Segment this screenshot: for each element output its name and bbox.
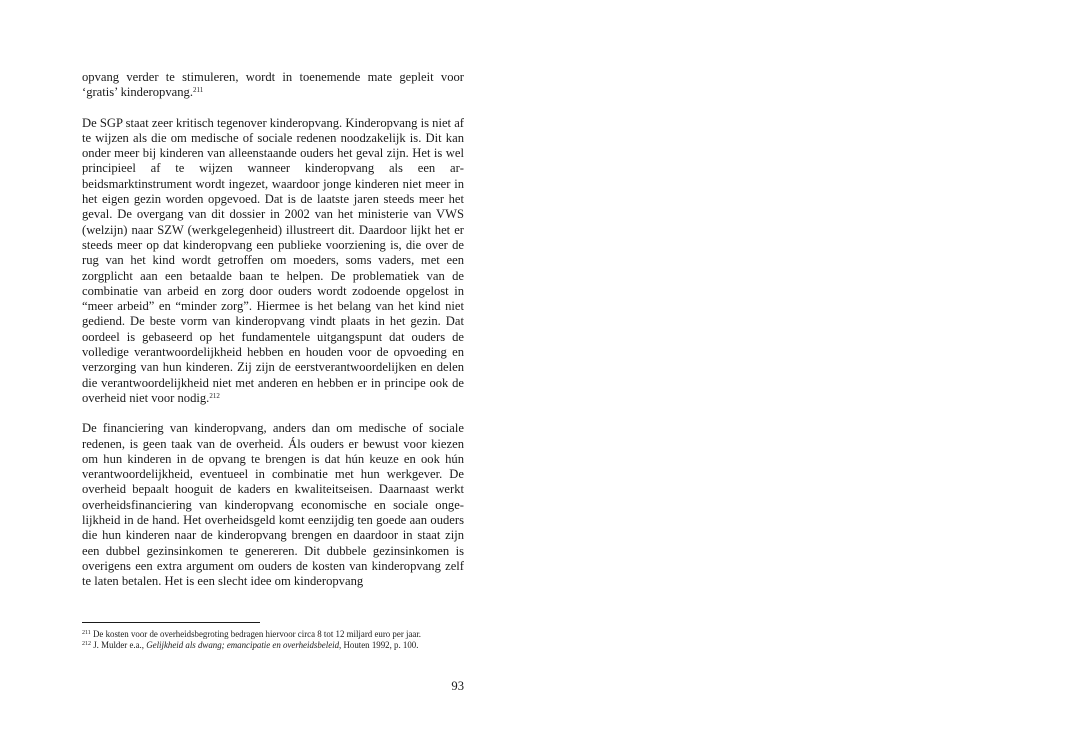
footnotes <box>82 629 464 651</box>
footnote-ref-212: 212 <box>209 391 220 400</box>
footnote-211 <box>82 629 464 640</box>
footnote-212 <box>82 640 464 651</box>
footnote-book-title: Gelijkheid als dwang; emancipatie en overheidsbeleid <box>146 640 340 650</box>
footnote-prefix: J. Mulder e.a., <box>93 640 147 650</box>
footnote-separator <box>82 622 260 623</box>
footnote-suffix: , Houten 1992, p. 100. <box>339 640 419 650</box>
footnote-number: 211 <box>82 630 91 636</box>
footnote-ref-211: 211 <box>192 86 204 95</box>
paragraph-2 <box>82 116 464 407</box>
page-number: 93 <box>451 679 464 693</box>
body-text-column <box>82 70 464 590</box>
footnote-text: De kosten voor de overheidsbegroting bedragen hiervoor circa 8 tot 12 miljard euro per jaar. <box>93 629 422 639</box>
paragraph-1-text: opvang verder te stimuleren, wordt in toenemende mate gepleit voor ‘gratis’ kinderopvang. <box>82 70 464 100</box>
paragraph-2-text: De SGP staat zeer kritisch tegenover kinderopvang. Kinderopvang is niet af te wijzen als die om medische of sociale redenen noodzakelijk is. Dit kan onder meer bij kinderen van alleenstaande ouders het geval zijn. Het is wel principieel af te wijzen wanneer kinderopvang als een arbeidsmarktinstrument wordt ingezet, waardoor jonge kinderen niet meer in het eigen gezin worden opgevoed. Dat is de laatste jaren steeds meer het geval. De overgang van dit dossier in 2002 van het ministerie van VWS (welzijn) naar SZW (werkgelegenheid) illustreert dit. Daardoor lijkt het er steeds meer op dat kinderopvang een publieke voorziening is, die over de rug van het kind wordt getroffen om moeders, soms vaders, met een zorgplicht aan een betaalde baan te helpen. De problematiek van de combinatie van arbeid en zorg door ouders wordt zodoende opgelost in “meer arbeid” en “minder zorg”. Hiermee is het belang van het kind niet gediend. De beste vorm van kinderopvang vindt plaats in het gezin. Dat oordeel is gebaseerd op het fundamentele uitgangspunt dat ouders de volledige verantwoordelijkheid hebben en houden voor de opvoeding en verzorging van hun kinderen. Zij zijn de eerstverantwoordelijken en delen die verantwoordelijkheid niet met anderen en hebben er in principe ook de overheid niet voor nodig. <box>82 115 464 405</box>
paragraph-3 <box>82 421 464 589</box>
paragraph-1 <box>82 70 464 101</box>
footnote-number: 212 <box>82 641 91 647</box>
paragraph-3-text: De financiering van kinderopvang, anders dan om medische of sociale redenen, is geen taak van de overheid. Áls ouders er bewust voor kiezen om hun kinderen in de opvang te brengen is dat hún keuze en ook hún verantwoordelijkheid, eventueel in combinatie met hun werkgever. De overheid bepaalt hooguit de kaders en kwaliteitseisen. Daarnaast werkt overheidsfinanciering van kinderopvang economische en sociale ongelijkheid in de hand. Het overheidsgeld komt eenzijdig ten goede aan ouders die hun kinderen naar de kinderopvang brengen en daardoor in staat zijn een dubbel gezinsinkomen te genereren. Dit dubbele gezinsinkomen is overigens een extra argument om ouders de kosten van kinderopvang zelf te laten betalen. Het is een slecht idee om kinderopvang <box>82 421 464 589</box>
